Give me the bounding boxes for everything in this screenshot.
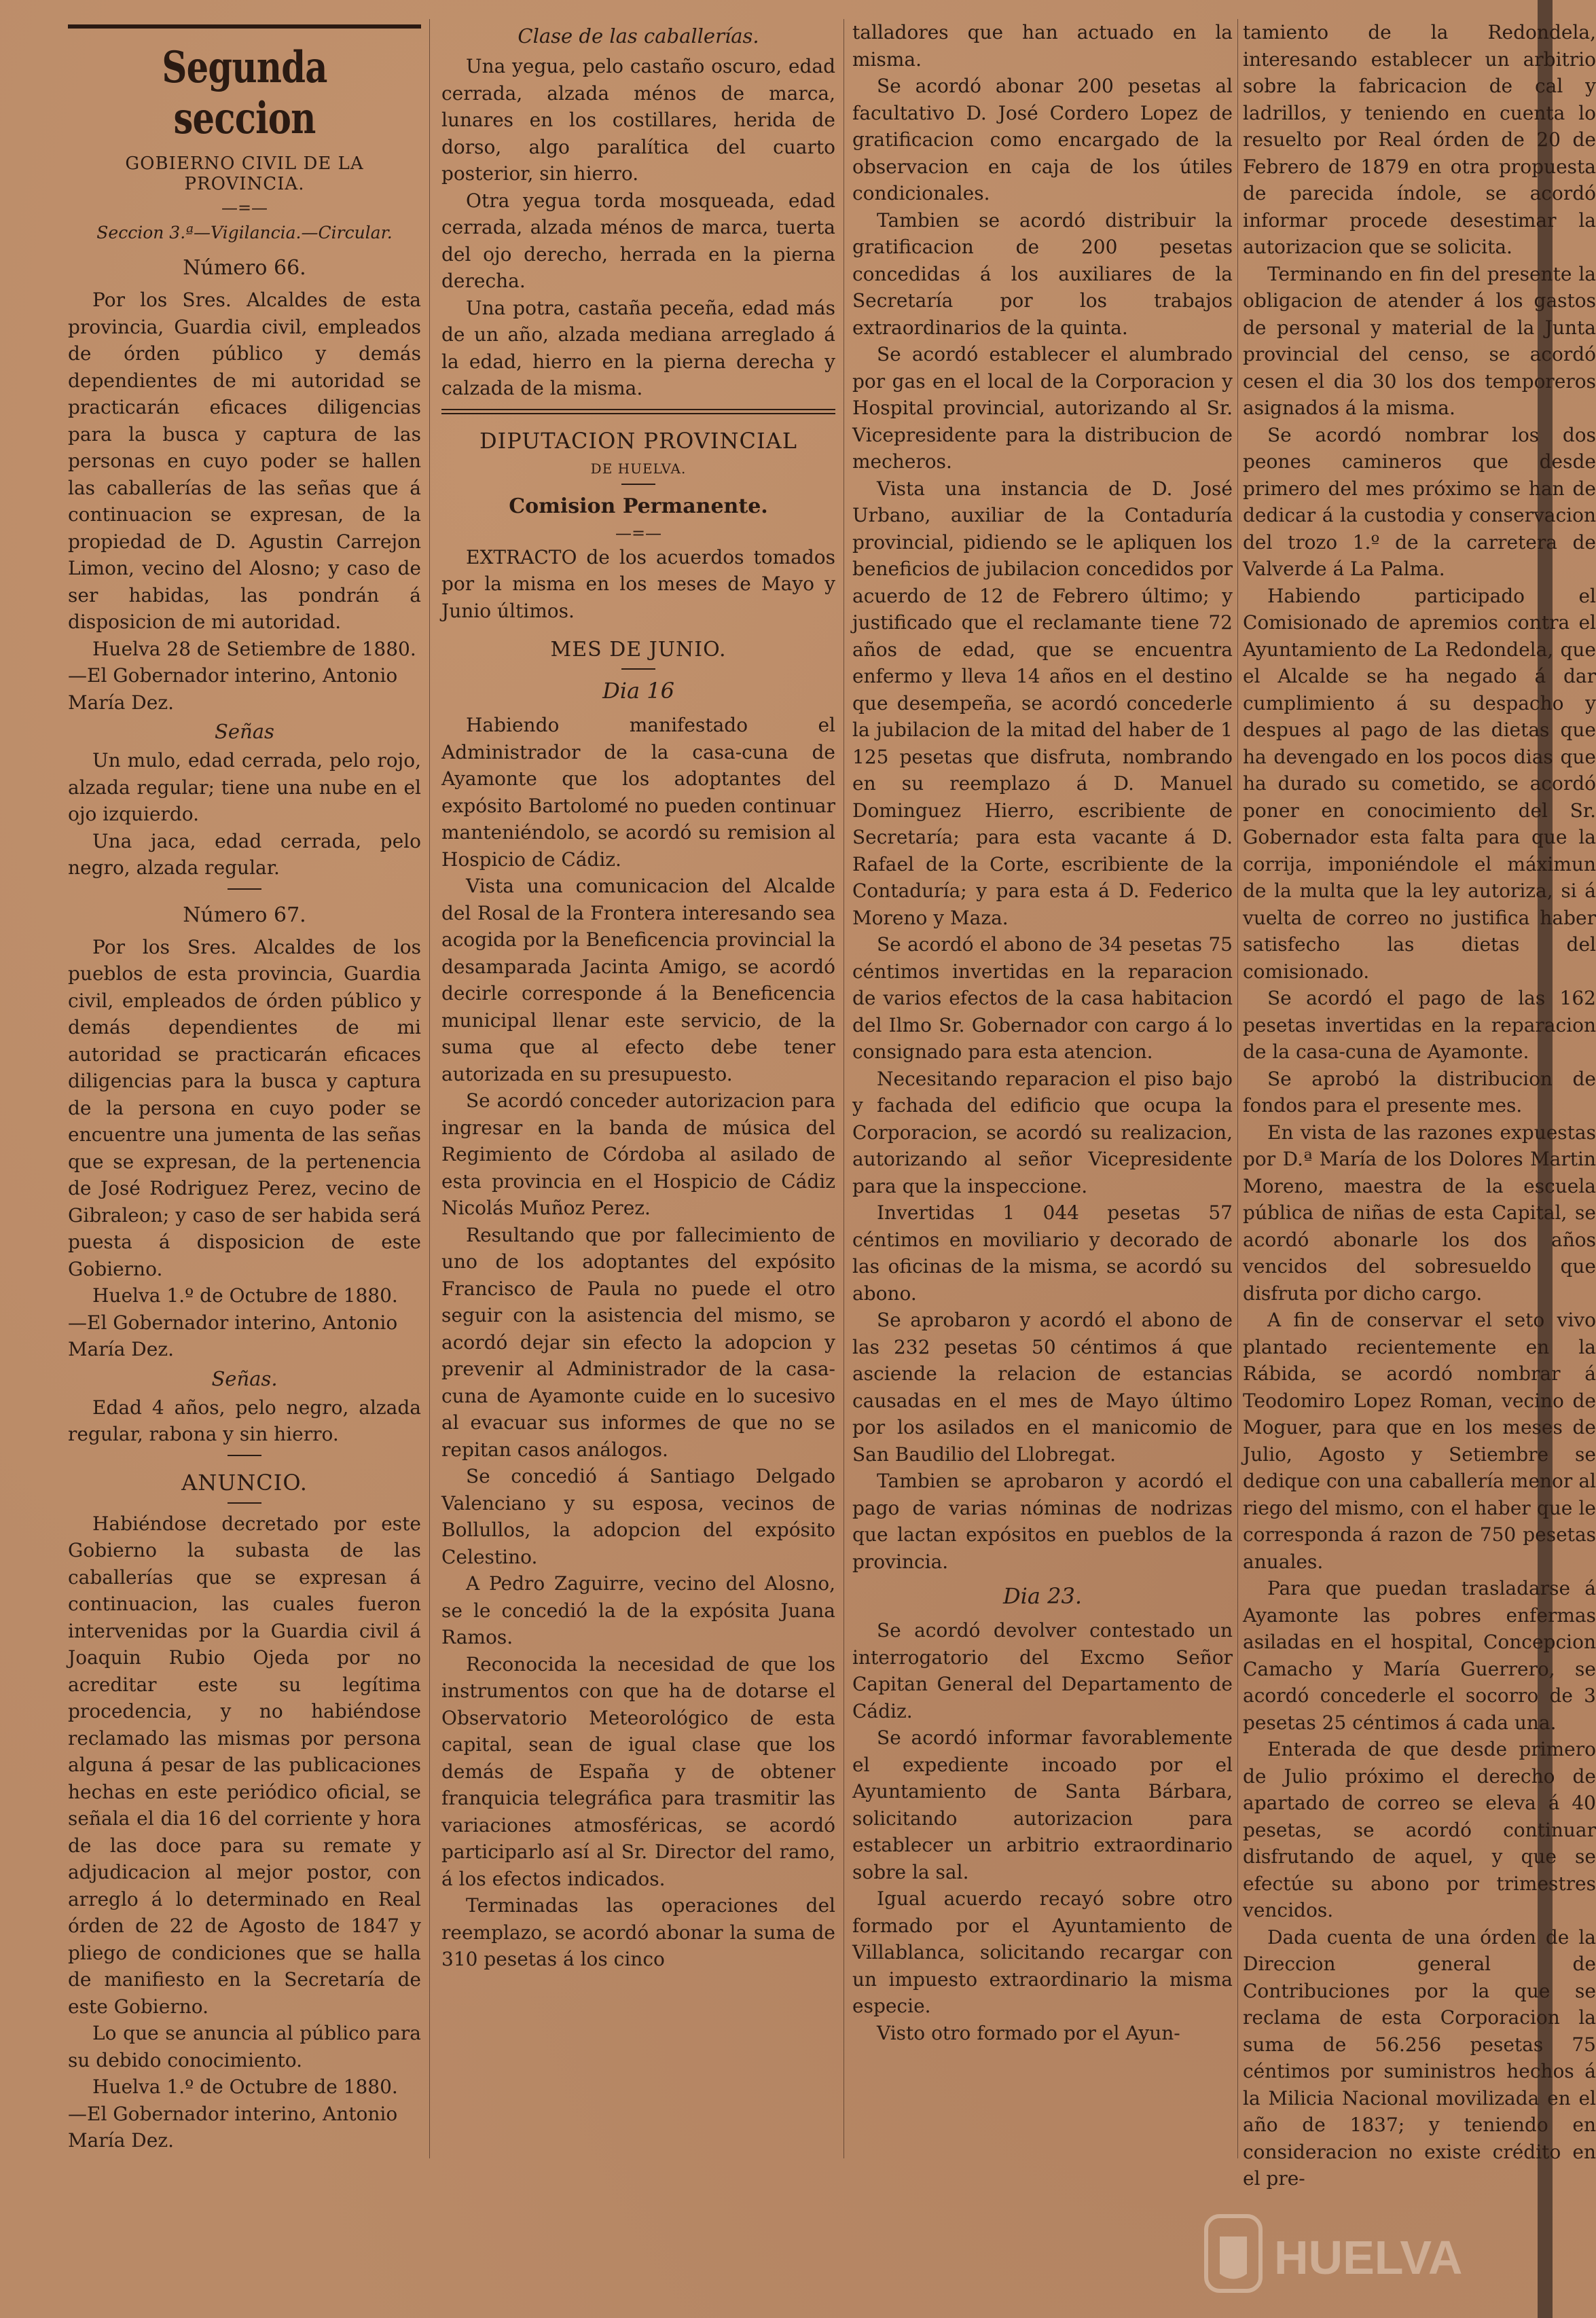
diputacion-heading: DIPUTACION PROVINCIAL	[479, 427, 797, 454]
paragraph: Habiendo participado el Comisionado de apremios contra el Ayuntamiento de La Redondela, que el Alcalde se ha negado á dar cumplimiento á su despacho y despues al pago de las dietas que ha devengado en los pocos dias que ha durado su cometido, se acordó poner en conocimiento del Sr. Gobernador esta falta para que la corrija, imponiéndole el máximun de la multa que la ley autoriza, si á vuelta de correo no justifica haber satisfecho las dietas del comisionado.	[1243, 584, 1596, 983]
paragraph: Vista una instancia de D. José Urbano, auxiliar de la Contaduría provincial, pidiendo se le apliquen los beneficios de jubilacion concedidos por acuerdo de 12 de Febrero último; y justificado que el reclamante tiene 72 años de edad, que se encuentra enfermo y lleva 14 años en el destino que desempeña, se acordó concederle la jubilacion de la mitad del haber de 1 125 pesetas que disfruta, nombrando en su reemplazo á D. Manuel Dominguez Hierro, escribiente de Secretaría; para esta vacante á D. Rafael de la Corte, escribiente de la Contaduría; y para esta á D. Federico Moreno y Maza.	[852, 477, 1233, 929]
paragraph: Tambien se acordó distribuir la gratificacion de 200 pesetas concedidas á los auxiliares de la Secretaría por los trabajos extraordinarios de la quinta.	[852, 209, 1233, 339]
n66-body: Por los Sres. Alcaldes de esta provincia, Guardia civil, empleados de órden público y demás dependientes de mi autoridad se practicarán eficaces diligencias para la busca y captura de las personas en cuyo poder se hallen las caballerías de las señas que á continuacion se expresan, de la propiedad de D. Agustin Carrejon Limon, vecino del Alosno; y caso de ser habidas, las pondrán á disposicion de mi autoridad.	[68, 289, 421, 633]
anuncio-heading: ANUNCIO.	[181, 1469, 308, 1496]
n67-body: Por los Sres. Alcaldes de los pueblos de esta provincia, Guardia civil, empleados de órden público y demás dependientes de mi autoridad se practicarán eficaces diligencias para la busca y captura de la persona en cuyo poder se encuentre una jumenta de las señas que se expresan, de la pertenencia de José Rodriguez Perez, vecino de Gibraleon; y caso de ser habida será puesta á disposicion de este Gobierno.	[68, 935, 421, 1280]
n66-senas: Un mulo, edad cerrada, pelo rojo, alzada regular; tiene una nube en el ojo izquierdo.	[68, 749, 421, 825]
number-66: Número 66.	[183, 256, 306, 280]
section-title: Segunda seccion	[162, 42, 327, 144]
dia-16: Dia 16	[602, 678, 674, 704]
n67-signature: Huelva 1.º de Octubre de 1880. —El Gobernador interino, Antonio María Dez.	[68, 1284, 398, 1360]
paragraph: Resultando que por fallecimiento de uno de los adoptantes del expósito Francisco de Paula no puede el otro seguir con la asistencia del mismo, se acordó dejar sin efecto la adopcion y prevenir al Administrador de la casa-cuna de Ayamonte cuide en lo sucesivo al evacuar sus informes de que no se repitan casos análogos.	[441, 1223, 835, 1461]
paragraph: Dada cuenta de una órden de la Direccion general de Contribuciones por la que se reclama de esta Corporacion la suma de 56.256 pesetas 75 céntimos por suministros hechos á la Milicia Nacional movilizada en el año de 1837; y teniendo en consideracion no existe crédito en el pre-	[1243, 1925, 1596, 2190]
paragraph: Se acordó nombrar los dos peones camineros que desde primero del mes próximo se han de dedicar á la custodia y conservacion del trozo 1.º de la carretera de Valverde á La Palma.	[1243, 423, 1596, 580]
anuncio-p2: Lo que se anuncia al público para su debido conocimiento.	[68, 2022, 421, 2071]
dia-23: Dia 23.	[1002, 1583, 1083, 1609]
paragraph: Igual acuerdo recayó sobre otro formado por el Ayuntamiento de Villablanca, solicitando recargar con un impuesto extraordinario la misma especie.	[852, 1887, 1233, 2017]
paragraph: A fin de conservar el seto vivo plantado recientemente en la Rábida, se acordó nombrar á Teodomiro Lopez Roman, vecino de Moguer, para que en los meses de Julio, Agosto y Setiembre se dedique con una caballería menor al riego del mismo, con el haber que le corresponda á razon de 750 pesetas anuales.	[1243, 1309, 1596, 1573]
divider	[228, 888, 261, 890]
paragraph: Terminando en fin del presente la obligacion de atender á los gastos de personal y material de la Junta provincial del censo, se acordó cesen el dia 30 los dos temporeros asignados á la misma.	[1243, 262, 1596, 419]
column-1	[68, 19, 421, 2308]
paragraph: Vista una comunicacion del Alcalde del Rosal de la Frontera interesando sea acogida por la Beneficencia provincial la desamparada Jacinta Amigo, se acordó decirle corresponde á la Beneficencia municipal llenar este servicio, de la suma que al efecto debe tener autorizada en su presupuesto.	[441, 875, 835, 1085]
divider	[228, 1455, 261, 1456]
n66-signature: Huelva 28 de Setiembre de 1880. —El Gobernador interino, Antonio María Dez.	[68, 637, 416, 714]
paragraph: A Pedro Zaguirre, vecino del Alosno, se le concedió la de la expósita Juana Ramos.	[441, 1572, 835, 1648]
caballeria-1: Una yegua, pelo castaño oscuro, edad cerrada, alzada ménos de marca, lunares en los costillares, herida de dorso, algo paralítica del cuarto posterior, sin hierro.	[441, 55, 835, 185]
paragraph: Se acordó devolver contestado un interrogatorio del Excmo Señor Capitan General del Departamento de Cádiz.	[852, 1619, 1233, 1722]
clase-heading: Clase de las caballerías.	[518, 24, 759, 48]
n66-senas-2: Una jaca, edad cerrada, pelo negro, alzada regular.	[68, 829, 421, 879]
paragraph: Se acordó el abono de 34 pesetas 75 céntimos invertidas en la reparacion de varios efectos de la casa habitacion del Ilmo Sr. Gobernador con cargo á lo consignado para esta atencion.	[852, 933, 1233, 1063]
anuncio-signature: Huelva 1.º de Octubre de 1880. —El Gobernador interino, Antonio María Dez.	[68, 2076, 398, 2152]
paragraph: Para que puedan trasladarse á Ayamonte las pobres enfermas asiladas en el hospital, Concepcion Camacho y María Guerrero, se acordó concederle el socorro de 3 pesetas 25 céntimos á cada una.	[1243, 1577, 1596, 1734]
mes-heading: MES DE JUNIO.	[550, 638, 727, 662]
caballeria-3: Una potra, castaña peceña, edad más de un año, alzada mediana arreglado á la edad, hierro en la pierna derecha y calzada de la misma.	[441, 296, 835, 399]
column-rule	[1237, 19, 1238, 2158]
gov-heading: GOBIERNO CIVIL DE LA PROVINCIA.	[125, 153, 364, 194]
paragraph: Se aprobaron y acordó el abono de las 232 pesetas 50 céntimos á que asciende la relacion de estancias causadas en el mes de Mayo último por los asilados en el manicomio de San Baudilio del Llobregat.	[852, 1309, 1233, 1466]
paragraph: Se acordó abonar 200 pesetas al facultativo D. José Cordero Lopez de gratificacion como encargado de la observacion en caja de los útiles condicionales.	[852, 75, 1233, 204]
paragraph: Enterada de que desde primero de Julio próximo el derecho de apartado de correo se eleva á 40 pesetas, se acordó continuar disfrutando de aquel, y que se efectúe su abono por trimestres vencidos.	[1243, 1738, 1596, 1921]
paragraph: Se acordó informar favorablemente el expediente incoado por el Ayuntamiento de Santa Bárbara, solicitando autorizacion para establecer un arbitrio extraordinario sobre la sal.	[852, 1726, 1233, 1883]
double-rule	[441, 409, 835, 414]
paragraph: Se acordó conceder autorizacion para ingresar en la banda de música del Regimiento de Córdoba al asilado de esta provincia en el Hospicio de Cádiz Nicolás Muñoz Perez.	[441, 1089, 835, 1219]
extracto: EXTRACTO de los acuerdos tomados por la misma en los meses de Mayo y Junio últimos.	[441, 545, 835, 622]
paragraph: Invertidas 1 044 pesetas 57 céntimos en moviliario y decorado de las oficinas de la misma, se acordó su abono.	[852, 1201, 1233, 1305]
senas-heading: Señas.	[211, 1366, 278, 1390]
newspaper-page	[48, 19, 1596, 2308]
paragraph: talladores que han actuado en la misma.	[852, 21, 1233, 71]
column-rule	[429, 19, 430, 2158]
caballeria-2: Otra yegua torda mosqueada, edad cerrada, alzada ménos de marca, tuerta del ojo derecho, herrada en la pierna derecha.	[441, 189, 835, 292]
divider: —=—	[615, 523, 662, 543]
divider	[621, 668, 655, 670]
paragraph: Terminadas las operaciones del reemplazo, se acordó abonar la suma de 310 pesetas á los cinco	[441, 1894, 835, 1970]
svg-text:HUELVA: HUELVA	[1274, 2231, 1463, 2284]
divider: —=—	[221, 198, 268, 217]
comision-heading: Comision Permanente.	[509, 494, 768, 518]
n67-senas: Edad 4 años, pelo negro, alzada regular, rabona y sin hierro.	[68, 1396, 421, 1445]
column-4	[1243, 19, 1596, 2308]
divider	[621, 484, 655, 485]
paragraph: En vista de las razones expuestas por D.ª María de los Dolores Martin Moreno, maestra de la escuela pública de niñas de esta Capital, se acordó abonarle los dos años vencidos del sobresueldo que disfruta por dicho cargo.	[1243, 1121, 1596, 1305]
column-2	[441, 19, 835, 2308]
diputacion-sub: DE HUELVA.	[590, 460, 687, 477]
paragraph: Se acordó el pago de las 162 pesetas invertidas en la reparacion de la casa-cuna de Ayamonte.	[1243, 987, 1596, 1063]
paragraph: Tambien se aprobaron y acordó el pago de varias nóminas de nodrizas que lactan expósitos en pueblos de la provincia.	[852, 1470, 1233, 1573]
paragraph: Se aprobó la distribucion de fondos para el presente mes.	[1243, 1067, 1596, 1117]
paragraph: Visto otro formado por el Ayun-	[877, 2021, 1180, 2044]
column-3	[852, 19, 1233, 2308]
paragraph: Se concedió á Santiago Delgado Valenciano y su esposa, vecinos de Bollullos, la adopcion del expósito Celestino.	[441, 1465, 835, 1568]
divider	[228, 1502, 261, 1504]
paragraph: Habiendo manifestado el Administrador de la casa-cuna de Ayamonte que los adoptantes del expósito Bartolomé no pueden continuar manteniéndolo, se acordó su remision al Hospicio de Cádiz.	[441, 714, 835, 871]
huelva-watermark-logo	[1199, 2209, 1491, 2298]
senas-heading: Señas	[215, 720, 274, 743]
paragraph: Reconocida la necesidad de que los instrumentos con que ha de dotarse el Observatorio Meteorológico de esta capital, sean de igual clase que los demás de España y de obtener franquicia telegráfica para trasmitir las variaciones atmosféricas, se acordó participarlo así al Sr. Director del ramo, á los efectos indicados.	[441, 1652, 835, 1890]
top-rule	[68, 24, 421, 29]
paragraph: Necesitando reparacion el piso bajo y fachada del edificio que ocupa la Corporacion, se acordó su realizacion, autorizando al señor Vicepresidente para que la inspeccione.	[852, 1067, 1233, 1197]
paragraph: tamiento de la Redondela, interesando establecer un arbitrio sobre la fabricacion de cal y ladrillos, y teniendo en cuenta lo resuelto por Real órden de 20 de Febrero de 1879 en otra propuesta de parecida índole, se acordó informar procede desestimar la autorizacion que se solicita.	[1243, 21, 1596, 258]
number-67: Número 67.	[183, 903, 306, 927]
paragraph: Se acordó establecer el alumbrado por gas en el local de la Corporacion y Hospital provincial, autorizando al Sr. Vicepresidente para la distribucion de mecheros.	[852, 343, 1233, 473]
anuncio-body: Habiéndose decretado por este Gobierno la subasta de las caballerías que se expresan á continuacion, las cuales fueron intervenidas por la Guardia civil á Joaquin Rubio Ojeda por no acreditar este su legítima procedencia, y no habiéndose reclamado las mismas por persona alguna á pesar de las publicaciones hechas en este periódico oficial, se señala el dia 16 del corriente y hora de las doce para su remate y adjudicacion al mejor postor, con arreglo á lo determinado en Real órden de 22 de Agosto de 1847 y pliego de condiciones que se halla de manifiesto en la Secretaría de este Gobierno.	[68, 1512, 421, 2018]
subsection: Seccion 3.ª—Vigilancia.—Circular.	[96, 223, 393, 242]
